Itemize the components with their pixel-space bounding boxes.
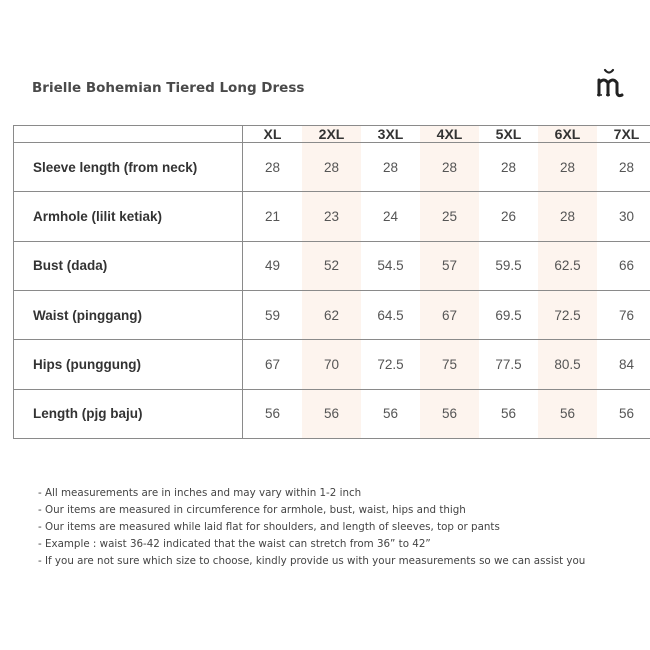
table-cell: 52 <box>302 241 361 290</box>
table-row <box>14 143 650 192</box>
table-cell: 28 <box>302 143 361 192</box>
page-title: Brielle Bohemian Tiered Long Dress <box>32 80 305 96</box>
table-cell: 28 <box>597 143 650 192</box>
header-size-xl: XL <box>243 126 303 143</box>
table-cell: 56 <box>243 389 303 438</box>
table-cell: 62 <box>302 290 361 339</box>
table-cell: 72.5 <box>538 290 597 339</box>
table-cell: 23 <box>302 192 361 241</box>
table-row <box>14 389 650 438</box>
row-label: Hips (punggung) <box>14 340 243 389</box>
table-cell: 75 <box>420 340 479 389</box>
row-label: Bust (dada) <box>14 241 243 290</box>
table-cell: 62.5 <box>538 241 597 290</box>
table-cell: 56 <box>538 389 597 438</box>
table-cell: 28 <box>479 143 538 192</box>
table-cell: 28 <box>243 143 303 192</box>
table-cell: 59 <box>243 290 303 339</box>
table-cell: 30 <box>597 192 650 241</box>
table-cell: 24 <box>361 192 420 241</box>
table-cell: 28 <box>361 143 420 192</box>
table-cell: 76 <box>597 290 650 339</box>
header-size-6xl: 6XL <box>538 126 597 143</box>
table-cell: 56 <box>361 389 420 438</box>
header-size-2xl: 2XL <box>302 126 361 143</box>
measurement-notes <box>38 485 585 570</box>
table-cell: 72.5 <box>361 340 420 389</box>
table-header-row <box>14 126 650 143</box>
table-cell: 28 <box>538 143 597 192</box>
table-cell: 66 <box>597 241 650 290</box>
table-cell: 56 <box>597 389 650 438</box>
row-label: Sleeve length (from neck) <box>14 143 243 192</box>
table-row <box>14 290 650 339</box>
size-chart-table <box>13 125 640 439</box>
brand-logo <box>596 64 630 104</box>
table-cell: 70 <box>302 340 361 389</box>
note-line: - Our items are measured while laid flat for shoulders, and length of sleeves, top or pants <box>38 521 500 533</box>
table-cell: 67 <box>420 290 479 339</box>
table-row <box>14 192 650 241</box>
note-line: - Example : waist 36-42 indicated that the waist can stretch from 36” to 42” <box>38 538 431 550</box>
table-row <box>14 340 650 389</box>
header-size-3xl: 3XL <box>361 126 420 143</box>
table-cell: 28 <box>538 192 597 241</box>
note-line: - All measurements are in inches and may vary within 1-2 inch <box>38 487 362 499</box>
row-label: Waist (pinggang) <box>14 290 243 339</box>
table-cell: 49 <box>243 241 303 290</box>
table-cell: 77.5 <box>479 340 538 389</box>
table-cell: 57 <box>420 241 479 290</box>
table-cell: 80.5 <box>538 340 597 389</box>
table-cell: 28 <box>420 143 479 192</box>
table-cell: 59.5 <box>479 241 538 290</box>
table-cell: 56 <box>479 389 538 438</box>
table-cell: 26 <box>479 192 538 241</box>
table-cell: 84 <box>597 340 650 389</box>
header-size-4xl: 4XL <box>420 126 479 143</box>
header-size-5xl: 5XL <box>479 126 538 143</box>
table-cell: 25 <box>420 192 479 241</box>
table-row <box>14 241 650 290</box>
table-cell: 54.5 <box>361 241 420 290</box>
note-line: - Our items are measured in circumference for armhole, bust, waist, hips and thigh <box>38 504 466 516</box>
header-size-7xl: 7XL <box>597 126 650 143</box>
brand-m-logo-icon <box>596 64 630 104</box>
row-label: Length (pjg baju) <box>14 389 243 438</box>
table-cell: 21 <box>243 192 303 241</box>
note-line: - If you are not sure which size to choose, kindly provide us with your measurements so we can assist you <box>38 555 586 567</box>
row-label: Armhole (lilit ketiak) <box>14 192 243 241</box>
table-cell: 67 <box>243 340 303 389</box>
table-cell: 64.5 <box>361 290 420 339</box>
table-cell: 56 <box>302 389 361 438</box>
table-cell: 56 <box>420 389 479 438</box>
table-cell: 69.5 <box>479 290 538 339</box>
header-empty-cell <box>14 126 243 143</box>
